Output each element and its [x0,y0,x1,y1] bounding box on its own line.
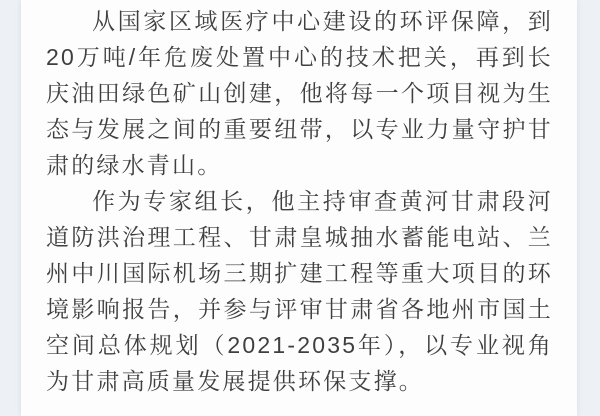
article-body [21,0,577,399]
article-paragraph: 作为专家组长，他主持审查黄河甘肃段河道防洪治理工程、甘肃皇城抽水蓄能电站、兰州中川国际机场三期扩建工程等重大项目的环境影响报告，并参与评审甘肃省各地州市国土空间总体规划（2021-2035年），以专业视角为甘肃高质量发展提供环保支撑。 [46,188,553,394]
article-paragraph: 从国家区域医疗中心建设的环评保障，到20万吨/年危废处置中心的技术把关，再到长庆油田绿色矿山创建，他将每一个项目视为生态与发展之间的重要纽带，以专业力量守护甘肃的绿水青山。 [46,8,553,178]
article-content-card [21,0,577,416]
